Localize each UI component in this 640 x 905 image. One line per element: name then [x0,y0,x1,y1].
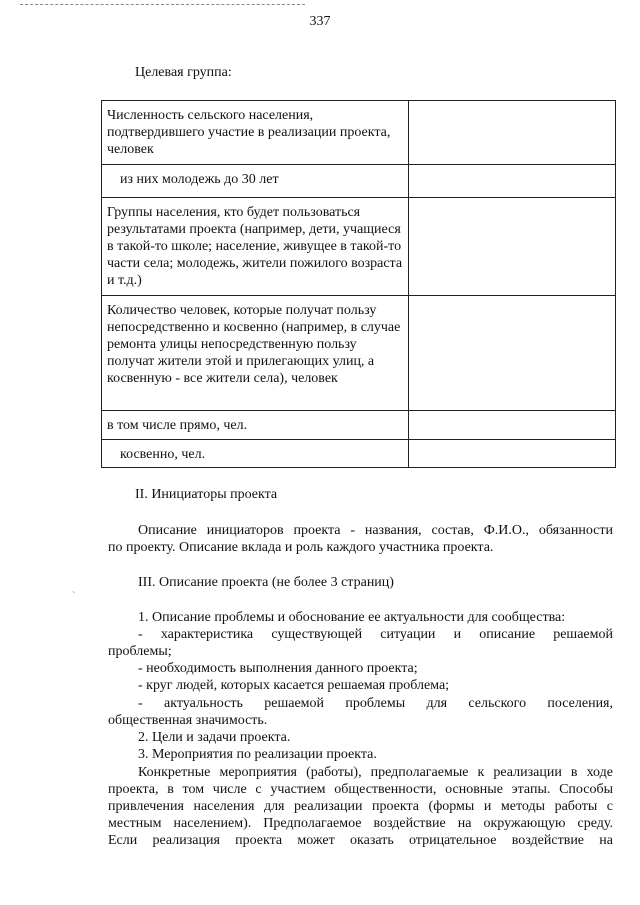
row-label: Количество человек, которые получат пользу непосредственно и косвенно (например, в случае ремонта улицы непосредственную пользу получат жители этой и прилегающих улиц, а косвенную - все жители села), человек [102,296,409,411]
bullet-1-line-1: - характеристика существующей ситуации и описание решаемой [138,627,613,642]
para-line-4: местным населением). Предполагаемое воздействие на окружающую среду. [108,816,613,831]
para-line-2: проекта, в том числе с участием общественности, основные этапы. Способы [108,782,613,797]
table-row [102,198,616,296]
margin-mark: ` [72,591,76,602]
table-row [102,440,616,468]
row-label: Группы населения, кто будет пользоваться результатами проекта (например, дети, учащиеся в такой-то школе; население, живущее в такой-то части села; молодежь, жители пожилого возраста и т.д.) [102,198,409,296]
target-group-title: Целевая группа: [135,65,232,80]
target-group-table [101,100,616,468]
para-line-1: Конкретные мероприятия (работы), предполагаемые к реализации в ходе [138,765,613,780]
section-2-line-1: Описание инициаторов проекта - названия, состав, Ф.И.О., обязанности [138,523,613,538]
table-row [102,296,616,411]
row-value [408,198,615,296]
bullet-4-line-2: общественная значимость. [108,713,268,728]
item-1: 1. Описание проблемы и обоснование ее актуальности для сообщества: [138,610,566,625]
bullet-3: - круг людей, которых касается решаемая проблема; [138,678,450,693]
row-label: в том числе прямо, чел. [102,411,409,440]
section-2-line-2: по проекту. Описание вклада и роль каждого участника проекта. [108,540,494,555]
row-value [408,411,615,440]
section-2-heading: II. Инициаторы проекта [135,487,278,502]
item-2: 2. Цели и задачи проекта. [138,730,291,745]
item-3: 3. Мероприятия по реализации проекта. [138,747,377,762]
row-label: из них молодежь до 30 лет [102,165,409,198]
para-line-5: Если реализация проекта может оказать отрицательное воздействие на [108,833,613,848]
bullet-1-line-2: проблемы; [108,644,172,659]
table-row [102,165,616,198]
row-label: косвенно, чел. [102,440,409,468]
top-edge-line [20,4,305,5]
row-value [408,101,615,165]
bullet-2: - необходимость выполнения данного проекта; [138,661,418,676]
page-number: 337 [309,14,331,29]
row-value [408,440,615,468]
bullet-4-line-1: - актуальность решаемой проблемы для сельского поселения, [138,696,613,711]
section-3-heading: III. Описание проекта (не более 3 страниц) [138,575,394,590]
table-row [102,411,616,440]
row-value [408,296,615,411]
table-row [102,101,616,165]
para-line-3: привлечения населения для реализации проекта (формы и методы работы с [108,799,613,814]
row-label: Численность сельского населения, подтвердившего участие в реализации проекта, человек [102,101,409,165]
row-value [408,165,615,198]
